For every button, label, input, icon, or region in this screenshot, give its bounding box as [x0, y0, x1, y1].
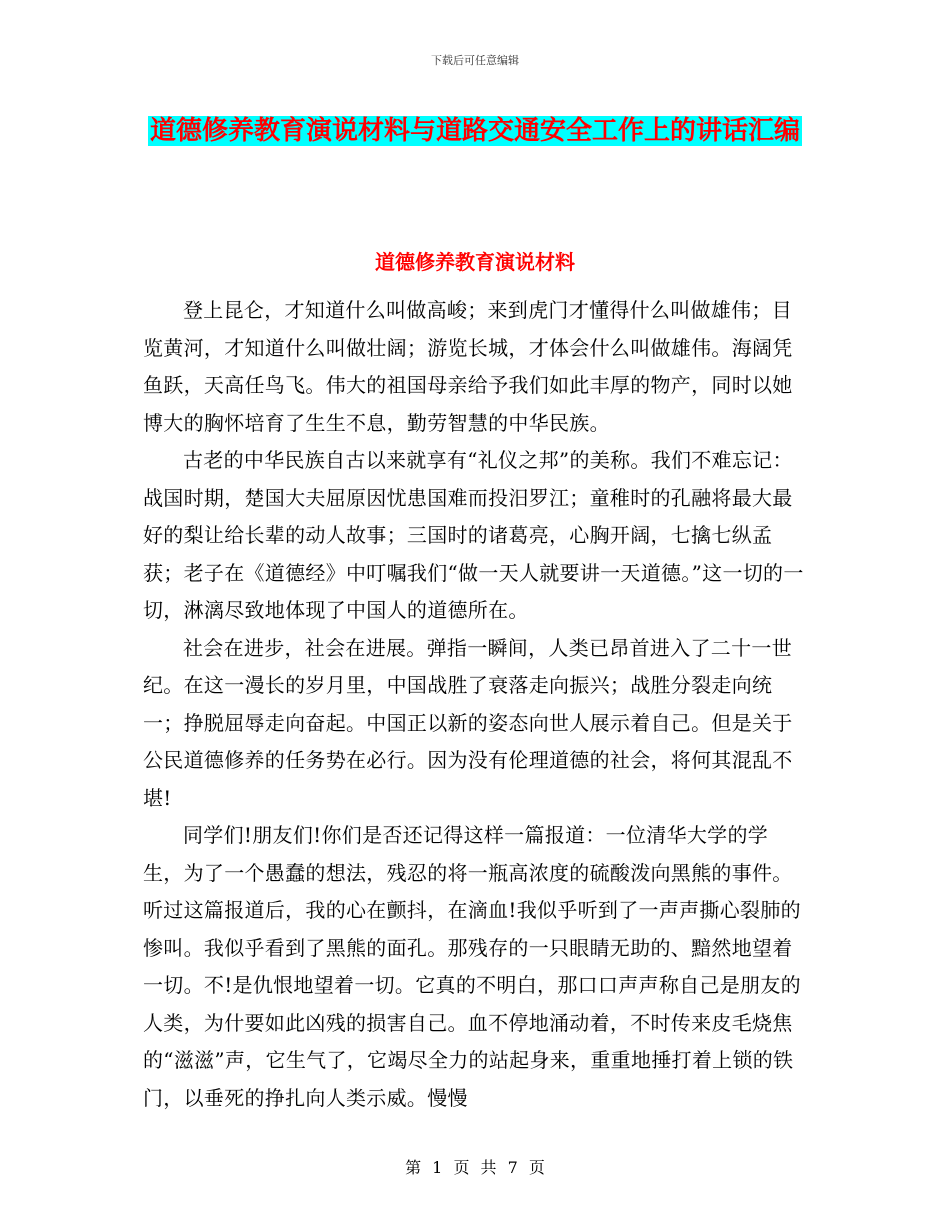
document-title — [140, 108, 810, 154]
document-body — [143, 292, 808, 1117]
section-heading: 道德修养教育演说材料 — [375, 250, 575, 274]
page-number-footer: 第 1 页 共 7 页 — [405, 1158, 545, 1177]
paragraph: 古老的中华民族自古以来就享有“礼仪之邦”的美称。我们不难忘记：战国时期，楚国大夫屈原因忧患国难而投汨罗江；童稚时的孔融将最大最好的梨让给长辈的动人故事；三国时的诸葛亮，心胸开阔，七擒七纵孟获；老子在《道德经》中叮嘱我们“做一天人就要讲一天道德。”这一切的一切，淋漓尽致地体现了中国人的道德所在。 — [143, 448, 804, 622]
document-title-text: 道德修养教育演说材料与道路交通安全工作上的讲话汇编 — [149, 116, 800, 146]
paragraph: 社会在进步，社会在进展。弹指一瞬间，人类已昂首进入了二十一世纪。在这一漫长的岁月里，中国战胜了衰落走向振兴；战胜分裂走向统一；挣脱屈辱走向奋起。中国正以新的姿态向世人展示着自己。但是关于公民道德修养的任务势在必行。因为没有伦理道德的社会，将何其混乱不堪! — [143, 635, 793, 810]
paragraph: 登上昆仑，才知道什么叫做高峻；来到虎门才懂得什么叫做雄伟；目览黄河，才知道什么叫做壮阔；游览长城，才体会什么叫做雄伟。海阔凭鱼跃，天高任鸟飞。伟大的祖国母亲给予我们如此丰厚的物产，同时以她博大的胸怀培育了生生不息，勤劳智慧的中华民族。 — [143, 298, 793, 435]
paragraph: 同学们!朋友们!你们是否还记得这样一篇报道：一位清华大学的学生，为了一个愚蠢的想法，残忍的将一瓶高浓度的硫酸泼向黑熊的事件。听过这篇报道后，我的心在颤抖，在滴血!我似乎听到了一声声撕心裂肺的惨叫。我似乎看到了黑熊的面孔。那残存的一只眼睛无助的、黯然地望着一切。不!是仇恨地望着一切。它真的不明白，那口口声声称自己是朋友的人类，为什要如此凶残的损害自己。血不停地涌动着，不时传来皮毛烧焦的“滋滋”声，它生气了，它竭尽全力的站起身来，重重地捶打着上锁的铁门，以垂死的挣扎向人类示威。慢慢 — [143, 823, 801, 1110]
header-note: 下载后可任意编辑 — [431, 54, 519, 67]
